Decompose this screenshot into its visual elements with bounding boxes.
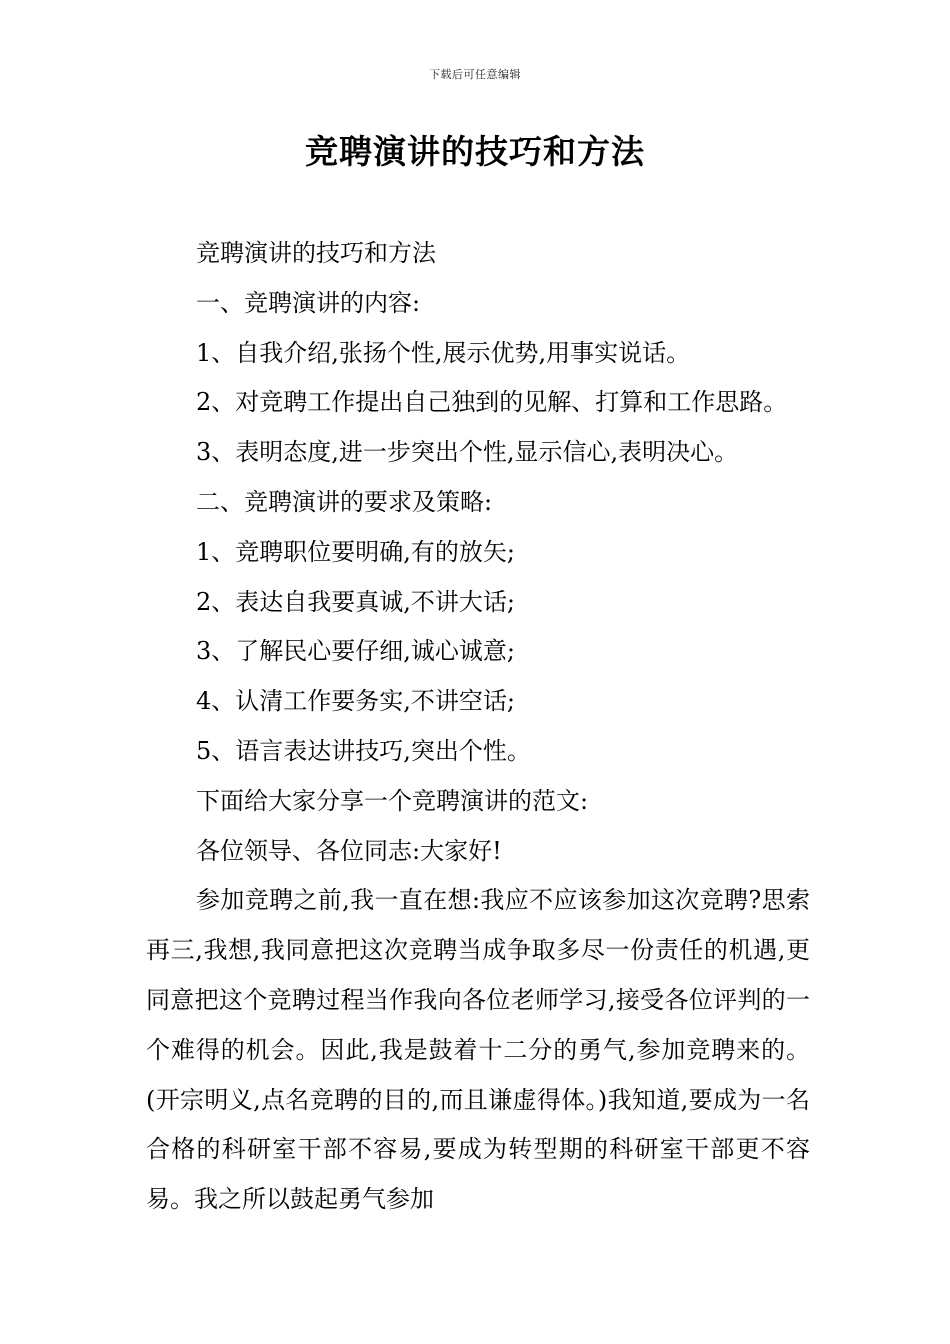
document-title: 竞聘演讲的技巧和方法 — [305, 132, 645, 171]
paragraph-list-item: 5、语言表达讲技巧,突出个性。 — [196, 736, 531, 765]
paragraph-list-item: 3、了解民心要仔细,诚心诚意; — [196, 637, 515, 666]
paragraph-section-heading: 二、竞聘演讲的要求及策略: — [196, 487, 493, 516]
paragraph-body: 参加竞聘之前,我一直在想:我应不应该参加这次竞聘?思索再三,我想,我同意把这次竞聘当成争取多尽一份责任的机遇,更同意把这个竞聘过程当作我向各位老师学习,接受各位评判的一个难得的机会。因此,我是鼓着十二分的勇气,参加竞聘来的。(开宗明义,点名竞聘的目的,而且谦虚得体。)我知道,要成为一名合格的科研室干部不容易,要成为转型期的科研室干部更不容易。我之所以鼓起勇气参加 — [146, 886, 810, 1214]
paragraph-subtitle: 竞聘演讲的技巧和方法 — [196, 239, 436, 267]
paragraph-list-item: 2、对竞聘工作提出自己独到的见解、打算和工作思路。 — [196, 388, 788, 417]
paragraph-list-item: 2、表达自我要真诚,不讲大话; — [196, 587, 515, 616]
paragraph-list-item: 1、竞聘职位要明确,有的放矢; — [196, 537, 515, 566]
paragraph-list-item: 4、认清工作要务实,不讲空话; — [196, 687, 515, 716]
paragraph-section-heading: 一、竞聘演讲的内容: — [196, 288, 421, 317]
paragraph-greeting: 各位领导、各位同志:大家好! — [196, 836, 502, 865]
paragraph-list-item: 1、自我介绍,张扬个性,展示优势,用事实说话。 — [196, 338, 691, 367]
paragraph-intro: 下面给大家分享一个竞聘演讲的范文: — [196, 786, 589, 815]
header-note: 下载后可任意编辑 — [429, 68, 521, 81]
document-body — [146, 229, 810, 1225]
paragraph-list-item: 3、表明态度,进一步突出个性,显示信心,表明决心。 — [196, 438, 739, 467]
